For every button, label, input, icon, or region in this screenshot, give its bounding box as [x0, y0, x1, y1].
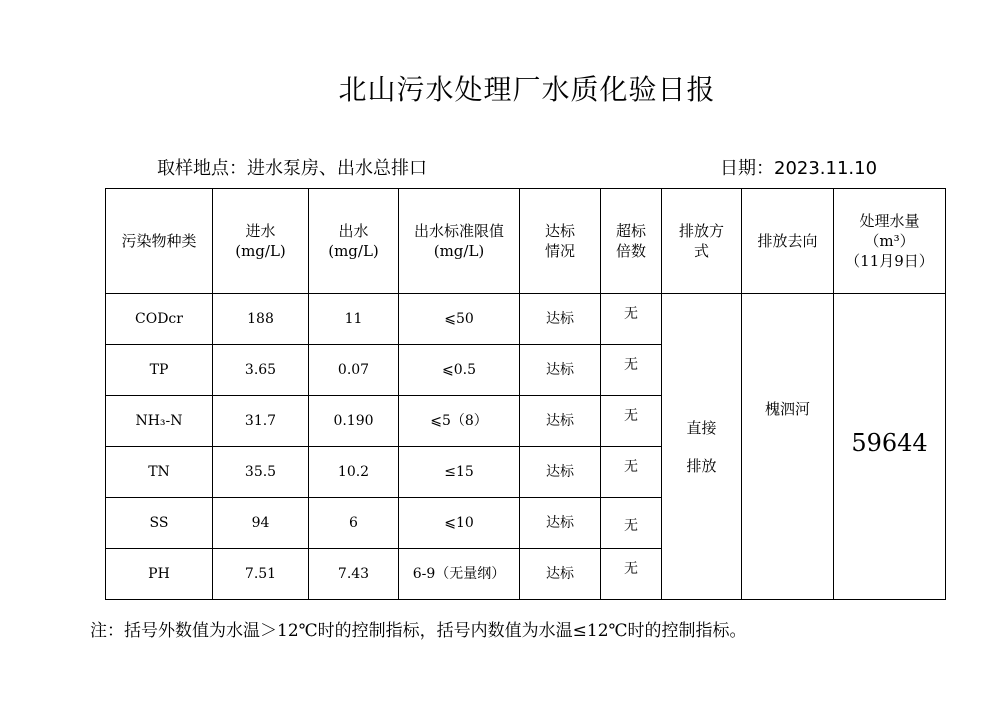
- limit-cell: ⩽0.5: [399, 345, 520, 396]
- inflow-cell: 35.5: [213, 447, 309, 498]
- outflow-cell: 6: [309, 498, 399, 549]
- exceed-cell: 无: [601, 447, 662, 498]
- inflow-cell: 94: [213, 498, 309, 549]
- discharge-method-cell: 直接 排放: [662, 294, 742, 600]
- treated-volume-cell: 59644: [834, 294, 946, 600]
- header-destination: 排放去向: [742, 189, 834, 294]
- header-outflow: 出水 (mg/L): [309, 189, 399, 294]
- status-cell: 达标: [520, 498, 601, 549]
- inflow-cell: 3.65: [213, 345, 309, 396]
- outflow-cell: 10.2: [309, 447, 399, 498]
- exceed-cell: 无: [601, 396, 662, 447]
- discharge-destination-cell: 槐泗河: [742, 294, 834, 600]
- header-exceed: 超标 倍数: [601, 189, 662, 294]
- pollutant-cell: PH: [106, 549, 213, 600]
- header-method: 排放方 式: [662, 189, 742, 294]
- limit-cell: ⩽5（8）: [399, 396, 520, 447]
- limit-cell: ⩽50: [399, 294, 520, 345]
- outflow-cell: 0.07: [309, 345, 399, 396]
- header-pollutant: 污染物种类: [106, 189, 213, 294]
- header-inflow: 进水 (mg/L): [213, 189, 309, 294]
- pollutant-cell: CODcr: [106, 294, 213, 345]
- inflow-cell: 7.51: [213, 549, 309, 600]
- status-cell: 达标: [520, 345, 601, 396]
- footnote: 注：括号外数值为水温＞12℃时的控制指标，括号内数值为水温≤12℃时的控制指标。: [90, 621, 747, 641]
- outflow-cell: 11: [309, 294, 399, 345]
- status-cell: 达标: [520, 447, 601, 498]
- pollutant-cell: TP: [106, 345, 213, 396]
- table-row: [106, 294, 946, 345]
- exceed-cell: 无: [601, 549, 662, 600]
- outflow-cell: 0.190: [309, 396, 399, 447]
- status-cell: 达标: [520, 396, 601, 447]
- limit-cell: 6-9（无量纲）: [399, 549, 520, 600]
- inflow-cell: 188: [213, 294, 309, 345]
- pollutant-cell: SS: [106, 498, 213, 549]
- water-quality-table: [105, 188, 946, 600]
- exceed-cell: 无: [601, 498, 662, 549]
- header-limit: 出水标准限值 (mg/L): [399, 189, 520, 294]
- header-row: [106, 189, 946, 294]
- sampling-location: 取样地点：进水泵房、出水总排口: [157, 158, 427, 179]
- report-date: 日期：2023.11.10: [720, 158, 878, 179]
- status-cell: 达标: [520, 294, 601, 345]
- pollutant-cell: NH₃-N: [106, 396, 213, 447]
- header-volume: 处理水量 （m³） （11月9日）: [834, 189, 946, 294]
- status-cell: 达标: [520, 549, 601, 600]
- report-title: 北山污水处理厂水质化验日报: [338, 73, 716, 106]
- header-status: 达标 情况: [520, 189, 601, 294]
- outflow-cell: 7.43: [309, 549, 399, 600]
- limit-cell: ⩽10: [399, 498, 520, 549]
- pollutant-cell: TN: [106, 447, 213, 498]
- limit-cell: ≤15: [399, 447, 520, 498]
- inflow-cell: 31.7: [213, 396, 309, 447]
- exceed-cell: 无: [601, 345, 662, 396]
- exceed-cell: 无: [601, 294, 662, 345]
